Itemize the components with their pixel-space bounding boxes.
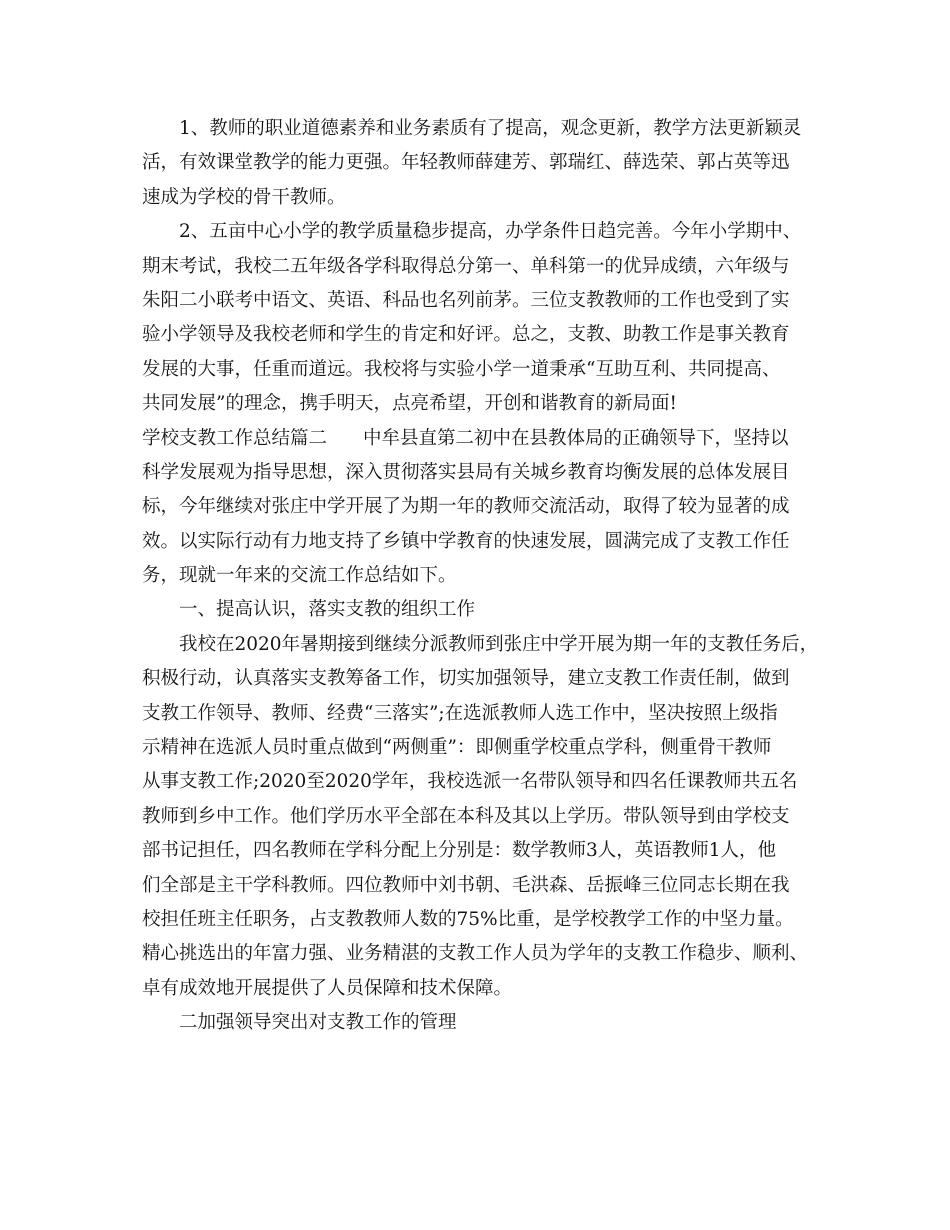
paragraph-3-line: 卓有成效地开展提供了人员保障和技术保障。 xyxy=(142,977,513,999)
paragraph-2-line: 共同发展”的理念，携手明天，点亮希望，开创和谐教育的新局面! xyxy=(142,393,677,415)
paragraph-3-line: 从事支教工作;2020至2020学年，我校选派一名带队领导和四名任课教师共五名 xyxy=(142,771,798,793)
paragraph-2-line: 2、五亩中心小学的教学质量稳步提高，办学条件日趋完善。今年小学期中、 xyxy=(179,221,802,243)
paragraph-3-line: 部书记担任，四名教师在学科分配上分别是：数学教师3人，英语教师1人，他 xyxy=(142,840,777,862)
section-2-title-line xyxy=(142,422,822,456)
paragraph-3-line: 精心挑选出的年富力强、业务精湛的支教工作人员为学年的支教工作稳步、顺利、 xyxy=(142,943,809,965)
paragraph-2-line: 验小学领导及我校老师和学生的肯定和好评。总之，支教、助教工作是事关教育 xyxy=(142,324,790,346)
paragraph-3-line: 示精神在选派人员时重点做到“两侧重”：即侧重学校重点学科，侧重骨干教师 xyxy=(142,737,772,759)
paragraph-3-line: 们全部是主干学科教师。四位教师中刘书朝、毛洪森、岳振峰三位同志长期在我 xyxy=(142,874,790,896)
paragraph-1-line: 1、教师的职业道德素养和业务素质有了提高，观念更新，教学方法更新颖灵 xyxy=(179,118,802,139)
section-2-paragraph-line: 务，现就一年来的交流工作总结如下。 xyxy=(142,565,457,587)
heading-1: 一、提高认识，落实支教的组织工作 xyxy=(179,599,476,621)
paragraph-2-line: 朱阳二小联考中语文、英语、科品也名列前茅。三位支教教师的工作也受到了实 xyxy=(142,289,790,311)
paragraph-2-line: 发展的大事，任重而道远。我校将与实验小学一道秉承“互助互利、共同提高、 xyxy=(142,358,781,380)
paragraph-3-line: 积极行动，认真落实支教筹备工作，切实加强领导，建立支教工作责任制，做到 xyxy=(142,668,790,690)
section-2-paragraph-line: 科学发展观为指导思想，深入贯彻落实县局有关城乡教育均衡发展的总体发展目 xyxy=(142,461,790,483)
paragraph-2-line: 期末考试，我校二五年级各学科取得总分第一、单科第一的优异成绩，六年级与 xyxy=(142,255,790,277)
paragraph-3-line: 支教工作领导、教师、经费“三落实”;在选派教师人选工作中，坚决按照上级指 xyxy=(142,702,778,724)
section-2-first-line: 中牟县直第二初中在县教体局的正确领导下，坚持以 xyxy=(363,427,789,449)
paragraph-3-line: 校担任班主任职务，占支教教师人数的75%比重，是学校教学工作的中坚力量。 xyxy=(142,908,794,930)
heading-2: 二加强领导突出对支教工作的管理 xyxy=(179,1012,457,1034)
paragraph-1-line: 速成为学校的骨干教师。 xyxy=(142,186,346,208)
document-body xyxy=(142,112,822,1041)
section-2-title: 学校支教工作总结篇二 xyxy=(142,427,328,449)
section-2-paragraph-line: 效。以实际行动有力地支持了乡镇中学教育的快速发展，圆满完成了支教工作任 xyxy=(142,530,790,552)
paragraph-3-line: 教师到乡中工作。他们学历水平全部在本科及其以上学历。带队领导到由学校支 xyxy=(142,805,790,827)
paragraph-1-line: 活，有效课堂教学的能力更强。年轻教师薛建芳、郭瑞红、薛选荣、郭占英等迅 xyxy=(142,152,790,174)
section-2-paragraph-line: 标，今年继续对张庄中学开展了为期一年的教师交流活动，取得了较为显著的成 xyxy=(142,496,790,518)
paragraph-3-line: 我校在2020年暑期接到继续分派教师到张庄中学开展为期一年的支教任务后， xyxy=(179,633,819,655)
